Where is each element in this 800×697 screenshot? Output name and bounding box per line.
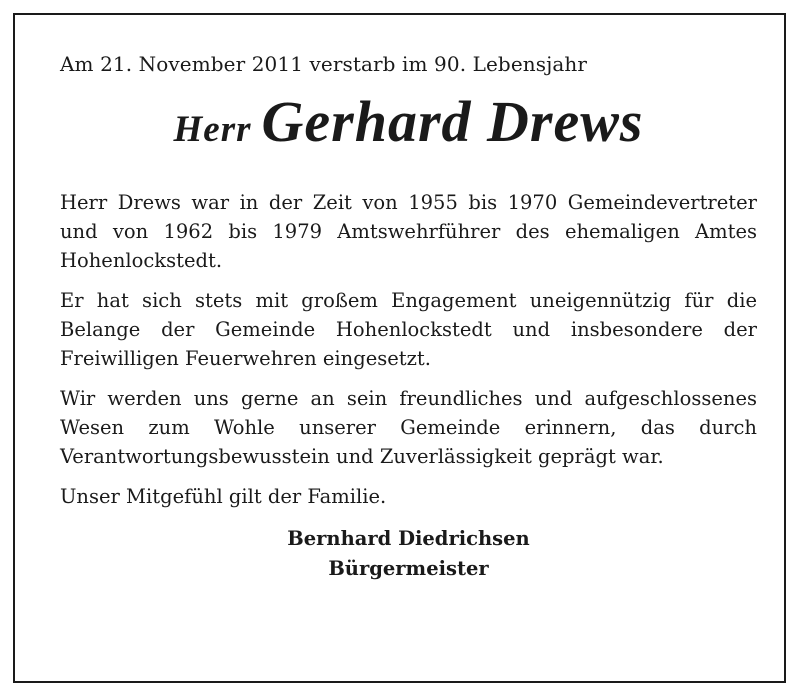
paragraph-remembrance: Wir werden uns gerne an sein freundliches und aufgeschlossenes Wesen zum Wohle unserer Gemeinde erinnern, das durch Verantwortungsbewusstein und Zuverlässigkeit geprägt war. bbox=[60, 387, 757, 468]
name-prefix: Herr bbox=[173, 109, 252, 150]
signature-block bbox=[60, 524, 757, 584]
name-full: Gerhard Drews bbox=[261, 89, 644, 154]
paragraph-career: Herr Drews war in der Zeit von 1955 bis 1970 Gemeindevertreter und von 1962 bis 1979 Amtswehrführer des ehemaligen Amtes Hohenlockstedt. bbox=[60, 191, 757, 272]
paragraph-condolence: Unser Mitgefühl gilt der Familie. bbox=[60, 485, 387, 508]
notice-content bbox=[60, 49, 757, 584]
intro-line: Am 21. November 2011 verstarb im 90. Lebensjahr bbox=[60, 52, 588, 76]
signatory-title: Bürgermeister bbox=[328, 557, 489, 580]
paragraph-engagement: Er hat sich stets mit großem Engagement uneigennützig für die Belange der Gemeinde Hohenlockstedt und insbesondere der Freiwilligen Feuerwehren eingesetzt. bbox=[60, 289, 757, 370]
deceased-name bbox=[60, 89, 757, 170]
signatory-name: Bernhard Diedrichsen bbox=[287, 527, 530, 550]
obituary-notice bbox=[13, 13, 786, 683]
